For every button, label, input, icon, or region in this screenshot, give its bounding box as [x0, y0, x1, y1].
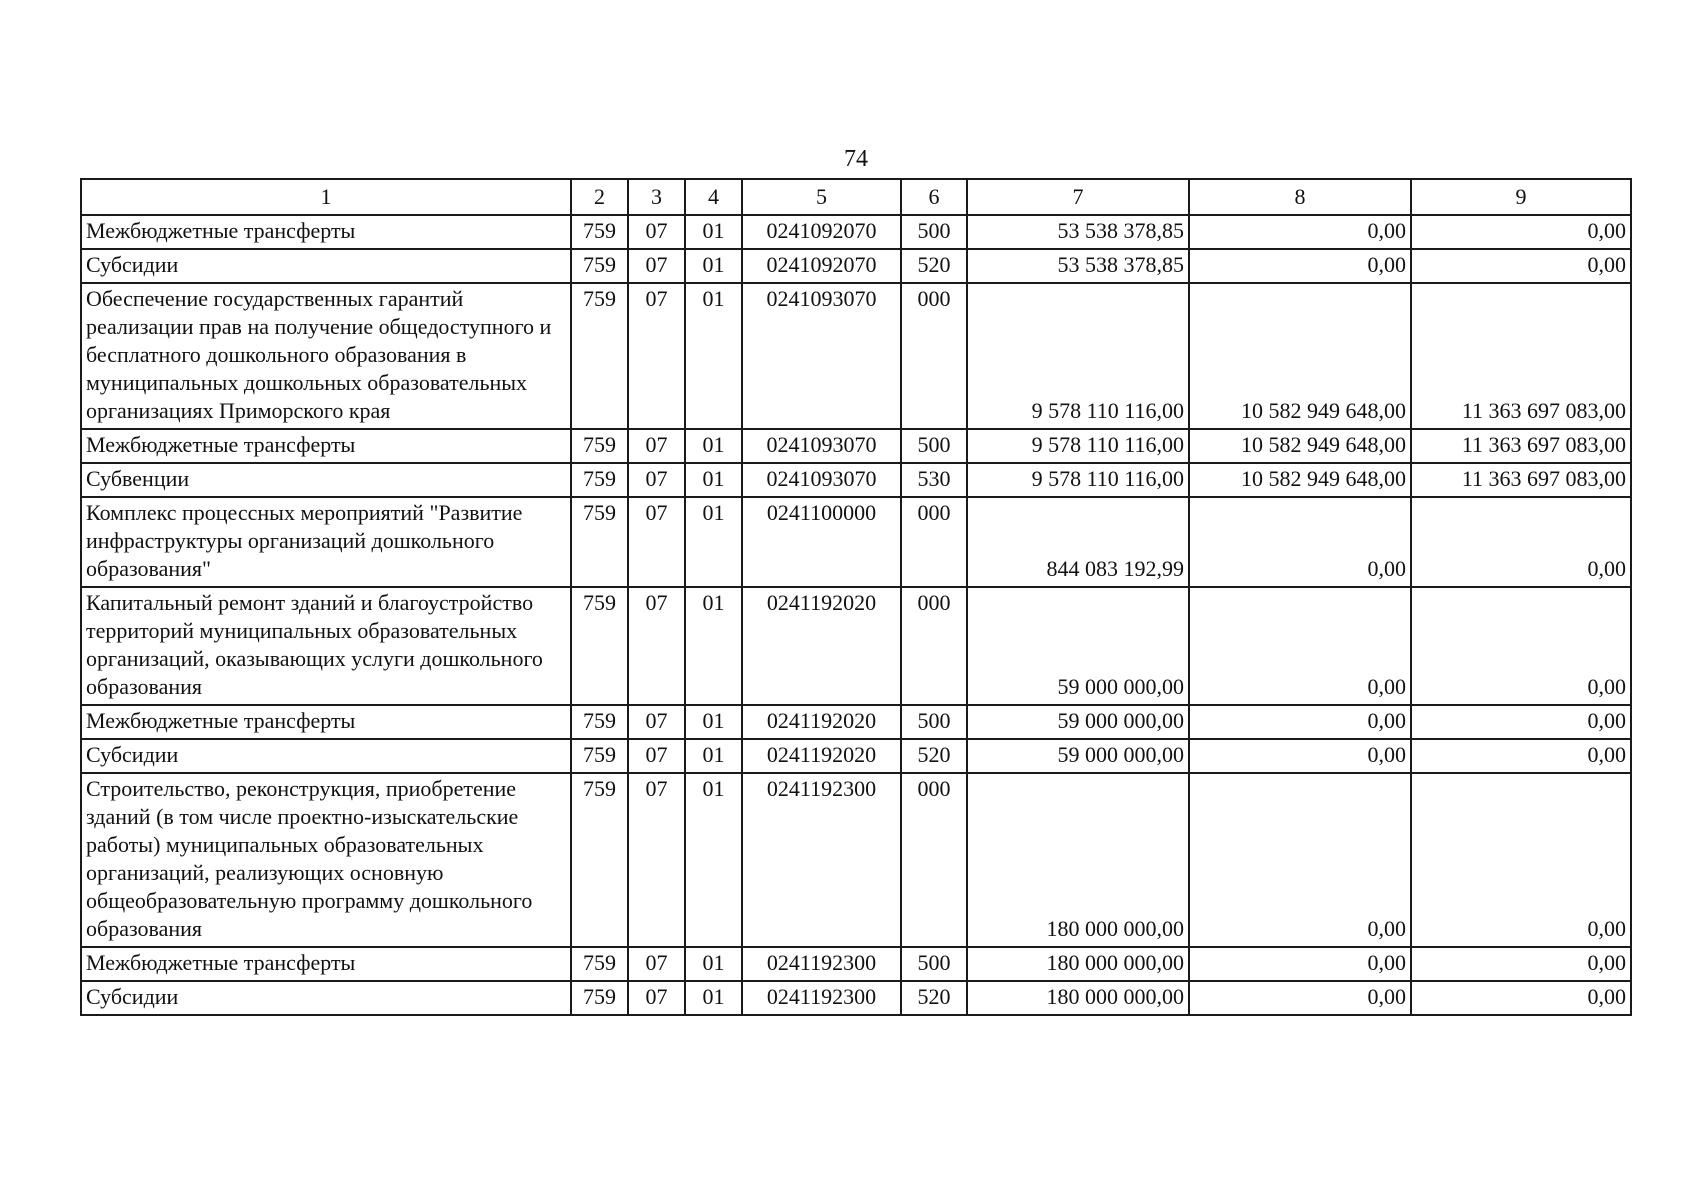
header-cell: 6 [901, 179, 967, 215]
amount-col9-cell: 11 363 697 083,00 [1411, 283, 1631, 429]
amount-col8-cell: 0,00 [1189, 249, 1411, 283]
expense-type-cell: 000 [901, 497, 967, 587]
header-cell: 2 [571, 179, 628, 215]
amount-col8-cell: 10 582 949 648,00 [1189, 429, 1411, 463]
target-article-cell: 0241093070 [742, 283, 901, 429]
section-cell: 07 [628, 773, 685, 947]
section-cell: 07 [628, 249, 685, 283]
table-row [81, 429, 1631, 463]
row-name-cell: Комплекс процессных мероприятий "Развитие инфраструктуры организаций дошкольного образования" [81, 497, 571, 587]
section-cell: 07 [628, 283, 685, 429]
amount-col7-cell: 53 538 378,85 [967, 215, 1189, 249]
amount-col9-cell: 0,00 [1411, 497, 1631, 587]
page-number: 74 [844, 146, 868, 172]
amount-col9-cell: 0,00 [1411, 249, 1631, 283]
admin-code-cell: 759 [571, 497, 628, 587]
amount-col7-cell: 180 000 000,00 [967, 947, 1189, 981]
expense-type-cell: 000 [901, 773, 967, 947]
target-article-cell: 0241092070 [742, 215, 901, 249]
amount-col8-cell: 0,00 [1189, 739, 1411, 773]
expense-type-cell: 500 [901, 947, 967, 981]
header-cell: 7 [967, 179, 1189, 215]
expense-type-cell: 500 [901, 215, 967, 249]
section-cell: 07 [628, 497, 685, 587]
expense-type-cell: 500 [901, 429, 967, 463]
section-cell: 07 [628, 587, 685, 705]
target-article-cell: 0241192300 [742, 773, 901, 947]
amount-col9-cell: 0,00 [1411, 773, 1631, 947]
target-article-cell: 0241192020 [742, 739, 901, 773]
row-name-cell: Субсидии [81, 249, 571, 283]
expense-type-cell: 000 [901, 587, 967, 705]
amount-col9-cell: 0,00 [1411, 981, 1631, 1015]
subsection-cell: 01 [685, 463, 742, 497]
admin-code-cell: 759 [571, 283, 628, 429]
table-row [81, 947, 1631, 981]
amount-col8-cell: 0,00 [1189, 947, 1411, 981]
target-article-cell: 0241093070 [742, 429, 901, 463]
section-cell: 07 [628, 215, 685, 249]
header-cell: 9 [1411, 179, 1631, 215]
admin-code-cell: 759 [571, 705, 628, 739]
amount-col7-cell: 844 083 192,99 [967, 497, 1189, 587]
admin-code-cell: 759 [571, 249, 628, 283]
table-row [81, 215, 1631, 249]
admin-code-cell: 759 [571, 981, 628, 1015]
row-name-cell: Субсидии [81, 981, 571, 1015]
amount-col8-cell: 0,00 [1189, 497, 1411, 587]
subsection-cell: 01 [685, 249, 742, 283]
row-name-cell: Строительство, реконструкция, приобретение зданий (в том числе проектно-изыскательские работы) муниципальных образовательных организаций, реализующих основную общеобразовательную программу дошкольного образования [81, 773, 571, 947]
section-cell: 07 [628, 429, 685, 463]
subsection-cell: 01 [685, 739, 742, 773]
section-cell: 07 [628, 705, 685, 739]
amount-col9-cell: 11 363 697 083,00 [1411, 429, 1631, 463]
header-cell: 5 [742, 179, 901, 215]
amount-col8-cell: 0,00 [1189, 215, 1411, 249]
expense-type-cell: 500 [901, 705, 967, 739]
header-cell: 4 [685, 179, 742, 215]
admin-code-cell: 759 [571, 739, 628, 773]
header-cell: 3 [628, 179, 685, 215]
amount-col7-cell: 59 000 000,00 [967, 705, 1189, 739]
subsection-cell: 01 [685, 429, 742, 463]
row-name-cell: Межбюджетные трансферты [81, 215, 571, 249]
table-row [81, 739, 1631, 773]
amount-col8-cell: 10 582 949 648,00 [1189, 463, 1411, 497]
admin-code-cell: 759 [571, 773, 628, 947]
budget-table [80, 178, 1632, 1016]
table-body [81, 215, 1631, 1015]
amount-col7-cell: 9 578 110 116,00 [967, 283, 1189, 429]
amount-col7-cell: 9 578 110 116,00 [967, 429, 1189, 463]
subsection-cell: 01 [685, 587, 742, 705]
admin-code-cell: 759 [571, 215, 628, 249]
expense-type-cell: 000 [901, 283, 967, 429]
row-name-cell: Субсидии [81, 739, 571, 773]
table-row [81, 773, 1631, 947]
admin-code-cell: 759 [571, 429, 628, 463]
amount-col7-cell: 9 578 110 116,00 [967, 463, 1189, 497]
subsection-cell: 01 [685, 947, 742, 981]
subsection-cell: 01 [685, 773, 742, 947]
target-article-cell: 0241092070 [742, 249, 901, 283]
amount-col8-cell: 10 582 949 648,00 [1189, 283, 1411, 429]
amount-col9-cell: 0,00 [1411, 947, 1631, 981]
section-cell: 07 [628, 947, 685, 981]
amount-col8-cell: 0,00 [1189, 981, 1411, 1015]
table-row [81, 283, 1631, 429]
table-row [81, 981, 1631, 1015]
amount-col7-cell: 59 000 000,00 [967, 739, 1189, 773]
table-row [81, 463, 1631, 497]
table-header [81, 179, 1631, 215]
amount-col8-cell: 0,00 [1189, 587, 1411, 705]
target-article-cell: 0241100000 [742, 497, 901, 587]
amount-col7-cell: 53 538 378,85 [967, 249, 1189, 283]
amount-col7-cell: 180 000 000,00 [967, 773, 1189, 947]
row-name-cell: Межбюджетные трансферты [81, 705, 571, 739]
subsection-cell: 01 [685, 981, 742, 1015]
amount-col9-cell: 0,00 [1411, 215, 1631, 249]
row-name-cell: Обеспечение государственных гарантий реализации прав на получение общедоступного и бесплатного дошкольного образования в муниципальных дошкольных образовательных организациях Приморского края [81, 283, 571, 429]
amount-col9-cell: 0,00 [1411, 705, 1631, 739]
target-article-cell: 0241192300 [742, 947, 901, 981]
section-cell: 07 [628, 739, 685, 773]
subsection-cell: 01 [685, 497, 742, 587]
row-name-cell: Межбюджетные трансферты [81, 947, 571, 981]
row-name-cell: Субвенции [81, 463, 571, 497]
target-article-cell: 0241192300 [742, 981, 901, 1015]
target-article-cell: 0241192020 [742, 705, 901, 739]
amount-col8-cell: 0,00 [1189, 705, 1411, 739]
subsection-cell: 01 [685, 215, 742, 249]
admin-code-cell: 759 [571, 463, 628, 497]
target-article-cell: 0241192020 [742, 587, 901, 705]
row-name-cell: Межбюджетные трансферты [81, 429, 571, 463]
amount-col9-cell: 11 363 697 083,00 [1411, 463, 1631, 497]
amount-col7-cell: 180 000 000,00 [967, 981, 1189, 1015]
expense-type-cell: 520 [901, 249, 967, 283]
expense-type-cell: 530 [901, 463, 967, 497]
header-cell: 8 [1189, 179, 1411, 215]
amount-col7-cell: 59 000 000,00 [967, 587, 1189, 705]
amount-col9-cell: 0,00 [1411, 739, 1631, 773]
section-cell: 07 [628, 981, 685, 1015]
header-row [81, 179, 1631, 215]
expense-type-cell: 520 [901, 739, 967, 773]
table-row [81, 497, 1631, 587]
table-row [81, 705, 1631, 739]
table-row [81, 249, 1631, 283]
amount-col8-cell: 0,00 [1189, 773, 1411, 947]
target-article-cell: 0241093070 [742, 463, 901, 497]
header-cell: 1 [81, 179, 571, 215]
table-row [81, 587, 1631, 705]
section-cell: 07 [628, 463, 685, 497]
subsection-cell: 01 [685, 283, 742, 429]
admin-code-cell: 759 [571, 587, 628, 705]
admin-code-cell: 759 [571, 947, 628, 981]
expense-type-cell: 520 [901, 981, 967, 1015]
amount-col9-cell: 0,00 [1411, 587, 1631, 705]
subsection-cell: 01 [685, 705, 742, 739]
row-name-cell: Капитальный ремонт зданий и благоустройство территорий муниципальных образовательных организаций, оказывающих услуги дошкольного образования [81, 587, 571, 705]
